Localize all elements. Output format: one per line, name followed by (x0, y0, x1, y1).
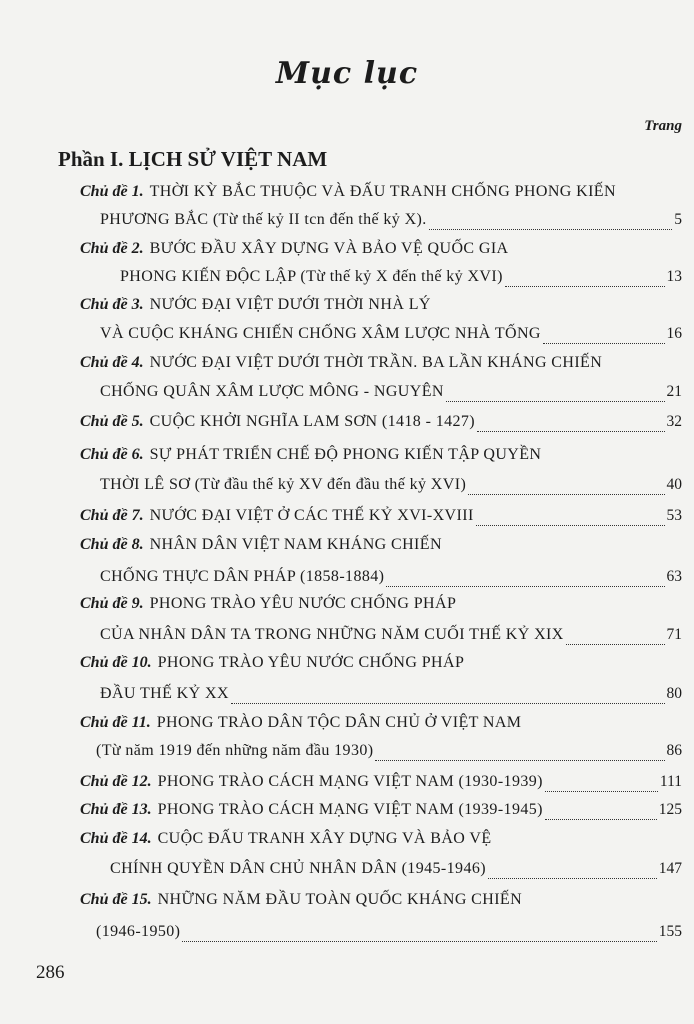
topic-number: Chủ đề 15. (80, 891, 152, 908)
page-ref: 71 (666, 626, 682, 643)
topic-title: BƯỚC ĐẦU XÂY DỰNG VÀ BẢO VỆ QUỐC GIA (149, 240, 509, 257)
topic-title-cont: CHỐNG QUÂN XÂM LƯỢC MÔNG - NGUYÊN (100, 383, 444, 400)
page-ref: 155 (658, 923, 682, 940)
toc-entry-8-line-1 (80, 536, 682, 560)
topic-title: THỜI KỲ BẮC THUỘC VÀ ĐẤU TRANH CHỐNG PHONG KIẾN (149, 183, 616, 200)
dot-leader (375, 759, 664, 761)
page-ref: 63 (666, 568, 682, 585)
page-ref: 13 (666, 268, 682, 285)
toc-entry-15-line-1 (80, 891, 682, 915)
topic-title-cont: CỦA NHÂN DÂN TA TRONG NHỮNG NĂM CUỐI THẾ KỶ XIX (100, 626, 564, 643)
toc-entry-1-line-1 (80, 183, 682, 207)
toc-entry-12 (80, 773, 682, 797)
toc-entry-4-line-2 (100, 383, 682, 407)
toc-entry-11-line-1 (80, 714, 682, 738)
dot-leader (468, 493, 664, 495)
dot-leader (545, 818, 657, 820)
page-ref: 21 (666, 383, 682, 400)
dot-leader (182, 940, 656, 942)
page-ref: 53 (666, 507, 682, 524)
topic-title: PHONG TRÀO CÁCH MẠNG VIỆT NAM (1930-1939) (157, 773, 543, 790)
dot-leader (505, 285, 665, 287)
dot-leader (231, 702, 665, 704)
dot-leader (543, 342, 665, 344)
topic-number: Chủ đề 5. (80, 413, 144, 430)
topic-title-cont: (Từ năm 1919 đến những năm đầu 1930) (96, 742, 374, 759)
toc-entry-14-line-1 (80, 830, 682, 854)
topic-title-cont: ĐẦU THẾ KỶ XX (100, 685, 229, 702)
topic-title: NHÂN DÂN VIỆT NAM KHÁNG CHIẾN (149, 536, 442, 553)
toc-entry-10-line-2 (100, 685, 682, 709)
toc-entry-9-line-2 (100, 626, 682, 650)
topic-number: Chủ đề 6. (80, 446, 144, 463)
page-ref: 32 (666, 413, 682, 430)
page-ref: 86 (666, 742, 682, 759)
topic-title-cont: PHONG KIẾN ĐỘC LẬP (Từ thế kỷ X đến thế kỷ XVI) (120, 268, 503, 285)
dot-leader (566, 643, 665, 645)
part-title: Phần I. LỊCH SỬ VIỆT NAM (58, 147, 328, 171)
dot-leader (429, 228, 673, 230)
dot-leader (545, 790, 658, 792)
topic-title-cont: CHỐNG THỰC DÂN PHÁP (1858-1884) (100, 568, 385, 585)
page-ref: 5 (674, 211, 682, 228)
topic-number: Chủ đề 14. (80, 830, 152, 847)
topic-title-cont: CHÍNH QUYỀN DÂN CHỦ NHÂN DÂN (1945-1946) (110, 860, 486, 877)
toc-entry-11-line-2 (96, 742, 682, 766)
toc-entry-15-line-2 (96, 923, 682, 947)
toc-entry-6-line-2 (100, 476, 682, 500)
toc-entry-6-line-1 (80, 446, 682, 470)
topic-title: PHONG TRÀO DÂN TỘC DÂN CHỦ Ở VIỆT NAM (156, 714, 522, 731)
page-number: 286 (36, 962, 65, 983)
dot-leader (488, 877, 657, 879)
toc-entry-2-line-2 (120, 268, 682, 292)
topic-title: CUỘC ĐẤU TRANH XÂY DỰNG VÀ BẢO VỆ (157, 830, 492, 847)
topic-title-cont: THỜI LÊ SƠ (Từ đầu thế kỷ XV đến đầu thế kỷ XVI) (100, 476, 467, 493)
page-ref: 40 (666, 476, 682, 493)
toc-entry-13 (80, 801, 682, 825)
topic-number: Chủ đề 13. (80, 801, 152, 818)
toc-entry-14-line-2 (110, 860, 682, 884)
toc-entry-3-line-2 (100, 325, 682, 349)
toc-entry-3-line-1 (80, 296, 682, 320)
toc-entry-9-line-1 (80, 595, 682, 619)
topic-title: NƯỚC ĐẠI VIỆT Ở CÁC THẾ KỶ XVI-XVIII (149, 507, 474, 524)
dot-leader (386, 585, 664, 587)
toc-entry-5 (80, 413, 682, 437)
topic-title-cont: VÀ CUỘC KHÁNG CHIẾN CHỐNG XÂM LƯỢC NHÀ TỐNG (100, 325, 541, 342)
toc-entry-4-line-1 (80, 354, 682, 378)
dot-leader (476, 524, 665, 526)
topic-title-cont: PHƯƠNG BẮC (Từ thế kỷ II tcn đến thế kỷ X). (100, 211, 427, 228)
topic-title: NƯỚC ĐẠI VIỆT DƯỚI THỜI TRẦN. BA LẦN KHÁNG CHIẾN (149, 354, 603, 371)
page-ref: 16 (666, 325, 682, 342)
topic-number: Chủ đề 4. (80, 354, 144, 371)
topic-title-cont: (1946-1950) (96, 923, 181, 940)
dot-leader (477, 430, 664, 432)
toc-heading: Mục lục (275, 56, 419, 91)
topic-number: Chủ đề 12. (80, 773, 152, 790)
page-ref: 147 (658, 860, 682, 877)
page-ref: 80 (666, 685, 682, 702)
topic-title: PHONG TRÀO CÁCH MẠNG VIỆT NAM (1939-1945) (157, 801, 543, 818)
toc-entry-7 (80, 507, 682, 531)
page-ref: 125 (658, 801, 682, 818)
topic-number: Chủ đề 11. (80, 714, 151, 731)
topic-title: NHỮNG NĂM ĐẦU TOÀN QUỐC KHÁNG CHIẾN (157, 891, 523, 908)
topic-number: Chủ đề 2. (80, 240, 144, 257)
topic-title: CUỘC KHỞI NGHĨA LAM SƠN (1418 - 1427) (149, 413, 476, 430)
topic-title: PHONG TRÀO YÊU NƯỚC CHỐNG PHÁP (149, 595, 457, 612)
dot-leader (446, 400, 665, 402)
topic-number: Chủ đề 9. (80, 595, 144, 612)
topic-title: PHONG TRÀO YÊU NƯỚC CHỐNG PHÁP (157, 654, 465, 671)
toc-entry-8-line-2 (100, 568, 682, 592)
topic-number: Chủ đề 10. (80, 654, 152, 671)
toc-entry-2-line-1 (80, 240, 682, 264)
toc-entry-10-line-1 (80, 654, 682, 678)
topic-title: NƯỚC ĐẠI VIỆT DƯỚI THỜI NHÀ LÝ (149, 296, 431, 313)
toc-entry-1-line-2 (100, 211, 682, 235)
page-ref: 111 (659, 773, 682, 790)
topic-number: Chủ đề 1. (80, 183, 144, 200)
topic-number: Chủ đề 3. (80, 296, 144, 313)
topic-number: Chủ đề 7. (80, 507, 144, 524)
topic-number: Chủ đề 8. (80, 536, 144, 553)
page-column-label: Trang (644, 118, 682, 134)
topic-title: SỰ PHÁT TRIỂN CHẾ ĐỘ PHONG KIẾN TẬP QUYỀN (149, 446, 542, 463)
